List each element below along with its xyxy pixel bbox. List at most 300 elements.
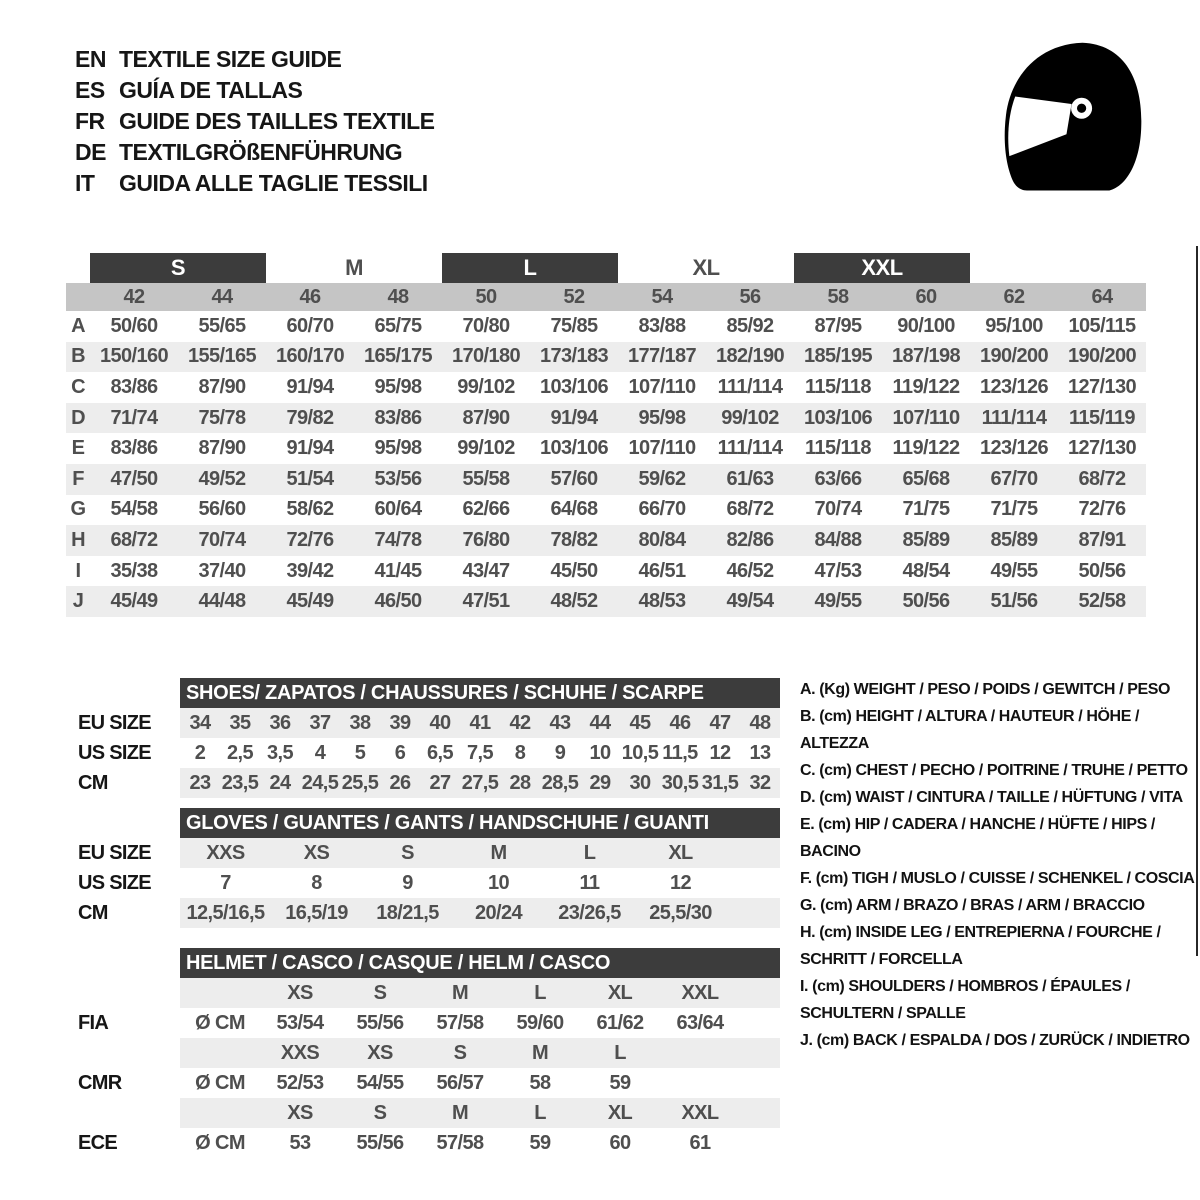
size-value: 7 [220, 871, 231, 894]
size-value: 90/100 [897, 314, 955, 337]
size-value: 123/126 [979, 437, 1049, 460]
language-row [75, 168, 435, 199]
size-value: 29 [589, 771, 611, 794]
size-value: 83/86 [110, 437, 158, 460]
unit-cell: Ø CM [195, 1011, 245, 1034]
size-value: 185/195 [803, 345, 873, 368]
size-value: 187/198 [891, 345, 961, 368]
size-value: 68/72 [110, 528, 158, 551]
size-value: 34 [189, 711, 211, 734]
size-value: 99/102 [457, 375, 515, 398]
size-number: 50 [475, 285, 497, 308]
size-value: 47 [709, 711, 731, 734]
size-value: 24,5 [301, 771, 339, 794]
legend-item-h: H. (cm) INSIDE LEG / ENTREPIERNA / FOURCHE / SCHRITT / FORCELLA [800, 924, 1161, 968]
size-value: 41/45 [374, 559, 422, 582]
size-value: 70/74 [814, 498, 862, 521]
size-value: S [401, 841, 414, 864]
size-value: 103/106 [539, 437, 609, 460]
helmet-icon [985, 36, 1153, 204]
size-value: 72/76 [286, 528, 334, 551]
gloves-title-bar [180, 808, 780, 838]
language-code: FR [75, 108, 105, 134]
size-value: 59/60 [516, 1011, 564, 1034]
size-value: 87/90 [462, 406, 510, 429]
size-number: 42 [123, 285, 145, 308]
size-value: 56/60 [198, 498, 246, 521]
size-value: 83/86 [110, 375, 158, 398]
size-value: 37/40 [198, 559, 246, 582]
size-value: 80/84 [638, 528, 686, 551]
size-value: 7,5 [466, 741, 493, 764]
size-value: 11 [579, 871, 600, 894]
helmet-sizes-row-ece [180, 1098, 780, 1128]
size-value: 103/106 [803, 406, 873, 429]
size-value: 10 [487, 871, 510, 894]
helmet-sizes-row-cmr [180, 1038, 780, 1068]
side-label-us-size: US SIZE [78, 741, 151, 764]
helmet-size: XL [607, 1101, 633, 1124]
measurement-row-I [66, 556, 1146, 587]
size-value: 87/90 [198, 437, 246, 460]
size-value: L [583, 841, 596, 864]
legend-item-f: F. (cm) TIGH / MUSLO / CUISSE / SCHENKEL / COSCIA [800, 870, 1195, 887]
size-value: 40 [429, 711, 451, 734]
size-value: 6 [394, 741, 406, 764]
size-value: 43 [549, 711, 571, 734]
size-value: 25,5/30 [649, 901, 712, 924]
size-value: 47/53 [814, 559, 862, 582]
size-value: 58 [529, 1071, 551, 1094]
size-number: 60 [915, 285, 937, 308]
size-value: XS [303, 841, 330, 864]
size-value: 44/48 [198, 590, 246, 613]
size-value: 65/75 [374, 314, 422, 337]
shoes-row-cm [180, 768, 780, 798]
size-value: 123/126 [979, 375, 1049, 398]
size-value: 62/66 [462, 498, 510, 521]
size-value: 18/21,5 [376, 901, 439, 924]
size-value: 12 [709, 741, 731, 764]
helmet-rows [180, 978, 780, 1158]
size-value: 55/56 [356, 1011, 404, 1034]
helmet-size: XXL [681, 1101, 719, 1124]
size-value: 67/70 [990, 467, 1038, 490]
shoes-row-us-size [180, 738, 780, 768]
size-value: 51/54 [286, 467, 334, 490]
measurement-row-C [66, 372, 1146, 403]
size-value: 60 [609, 1131, 631, 1154]
size-value: 63/64 [676, 1011, 724, 1034]
size-value: 10,5 [621, 741, 659, 764]
size-number: 56 [739, 285, 761, 308]
language-row [75, 137, 435, 168]
helmet-size: XS [367, 1041, 393, 1064]
size-number: 62 [1003, 285, 1025, 308]
language-label: TEXTILGRÖßENFÜHRUNG [119, 139, 403, 165]
legend-item-j: J. (cm) BACK / ESPALDA / DOS / ZURÜCK / INDIETRO [800, 1032, 1190, 1049]
size-value: 45/49 [110, 590, 158, 613]
size-group-S: S [90, 253, 266, 283]
language-list [75, 44, 435, 199]
size-value: 127/130 [1067, 375, 1137, 398]
size-value: 95/98 [374, 375, 422, 398]
size-value: 165/175 [363, 345, 433, 368]
row-label: B [71, 345, 85, 368]
measurement-row-H [66, 525, 1146, 556]
size-value: 79/82 [286, 406, 334, 429]
helmet-values-row-cmr [180, 1068, 780, 1098]
spacer-cell [180, 1098, 260, 1128]
size-value: 48/53 [638, 590, 686, 613]
size-value: 87/91 [1078, 528, 1126, 551]
size-value: 46/51 [638, 559, 686, 582]
legend-item-g: G. (cm) ARM / BRAZO / BRAS / ARM / BRACCIO [800, 897, 1145, 914]
side-label-cmr: CMR [78, 1071, 122, 1094]
helmet-size: XL [607, 981, 633, 1004]
size-value: 61/62 [596, 1011, 644, 1034]
row-label: F [72, 467, 84, 490]
language-code: IT [75, 170, 95, 196]
size-value: 74/78 [374, 528, 422, 551]
size-value: 12 [669, 871, 692, 894]
language-row [75, 106, 435, 137]
size-value: 60/64 [374, 498, 422, 521]
size-value: 13 [749, 741, 771, 764]
size-value: 68/72 [1078, 467, 1126, 490]
size-value: 57/60 [550, 467, 598, 490]
size-value: 46 [669, 711, 691, 734]
gloves-row-eu-size [180, 838, 780, 868]
size-value: 95/98 [638, 406, 686, 429]
size-value: 83/88 [638, 314, 686, 337]
size-value: 177/187 [627, 345, 697, 368]
size-value: 82/86 [726, 528, 774, 551]
spacer-cell [180, 1038, 260, 1068]
shoes-row-eu-size [180, 708, 780, 738]
size-value: 127/130 [1067, 437, 1137, 460]
size-value: 57/58 [436, 1131, 484, 1154]
size-value: XXS [206, 841, 245, 864]
size-value: 103/106 [539, 375, 609, 398]
size-value: 91/94 [286, 437, 334, 460]
shoes-title: SHOES/ ZAPATOS / CHAUSSURES / SCHUHE / SCARPE [186, 681, 704, 704]
legend-item-d: D. (cm) WAIST / CINTURA / TAILLE / HÜFTUNG / VITA [800, 789, 1183, 806]
size-value: 190/200 [1067, 345, 1137, 368]
size-value: 58/62 [286, 498, 334, 521]
helmet-size: XXL [681, 981, 719, 1004]
helmet-size: XXS [280, 1041, 320, 1064]
size-value: 50/60 [110, 314, 158, 337]
size-value: 25,5 [341, 771, 379, 794]
size-group-XL: XL [692, 255, 720, 280]
size-value: 173/183 [539, 345, 609, 368]
size-value: 150/160 [99, 345, 169, 368]
language-row [75, 75, 435, 106]
size-value: 107/110 [628, 437, 696, 460]
size-value: 35 [229, 711, 251, 734]
textile-size-table [66, 253, 1146, 617]
side-label-eu-size: EU SIZE [78, 711, 151, 734]
size-value: 48/54 [902, 559, 950, 582]
helmet-size: XS [287, 1101, 313, 1124]
size-value: 2 [194, 741, 206, 764]
size-value: 65/68 [902, 467, 950, 490]
row-label: C [71, 375, 85, 398]
helmet-values-row-fia [180, 1008, 780, 1038]
size-value: 46/50 [374, 590, 422, 613]
size-value: 59 [529, 1131, 551, 1154]
size-value: 16,5/19 [285, 901, 348, 924]
size-value: 70/74 [198, 528, 246, 551]
size-value: 75/78 [198, 406, 246, 429]
size-value: 170/180 [451, 345, 521, 368]
size-group-M: M [345, 255, 363, 280]
size-value: 99/102 [721, 406, 779, 429]
language-row [75, 44, 435, 75]
helmet-size: S [373, 1101, 387, 1124]
side-label-us-size: US SIZE [78, 871, 151, 894]
size-value: 31,5 [701, 771, 739, 794]
size-value: 85/92 [726, 314, 774, 337]
gloves-row-us-size [180, 868, 780, 898]
size-number: 58 [827, 285, 849, 308]
language-label: GUIDA ALLE TAGLIE TESSILI [119, 170, 428, 196]
size-value: 59 [609, 1071, 631, 1094]
band-spacer [66, 283, 90, 311]
row-label: I [75, 559, 81, 582]
helmet-size: L [534, 981, 546, 1004]
helmet-size: S [373, 981, 387, 1004]
size-value: 59/62 [638, 467, 686, 490]
size-value: 38 [349, 711, 371, 734]
unit-cell: Ø CM [195, 1131, 245, 1154]
measurement-row-B [66, 342, 1146, 373]
gloves-title: GLOVES / GUANTES / GANTS / HANDSCHUHE / GUANTI [186, 811, 709, 834]
size-number: 46 [299, 285, 321, 308]
size-value: 4 [314, 741, 326, 764]
size-value: 72/76 [1078, 498, 1126, 521]
size-value: 64/68 [550, 498, 598, 521]
size-value: 111/114 [717, 437, 783, 460]
size-value: 23 [189, 771, 211, 794]
legend-item-a: A. (Kg) WEIGHT / PESO / POIDS / GEWITCH / PESO [800, 681, 1171, 698]
size-value: 49/54 [726, 590, 774, 613]
size-number: 54 [651, 285, 673, 308]
size-value: 53/56 [374, 467, 422, 490]
size-value: 35/38 [110, 559, 158, 582]
size-value: 30,5 [661, 771, 699, 794]
size-value: 49/52 [198, 467, 246, 490]
size-value: 91/94 [550, 406, 598, 429]
size-value: 99/102 [457, 437, 515, 460]
size-value: 87/90 [198, 375, 246, 398]
size-number: 64 [1091, 285, 1113, 308]
size-value: 47/51 [462, 590, 510, 613]
shoes-rows [180, 708, 780, 798]
helmet-size: XS [287, 981, 313, 1004]
size-value: 26 [389, 771, 411, 794]
size-value: 39/42 [286, 559, 334, 582]
shoes-title-bar [180, 678, 780, 708]
size-value: 8 [311, 871, 322, 894]
size-value: 23/26,5 [558, 901, 621, 924]
size-value: 37 [309, 711, 331, 734]
spacer-cell [180, 978, 260, 1008]
size-value: 5 [354, 741, 366, 764]
size-value: 119/122 [892, 437, 960, 460]
helmet-size [660, 1038, 740, 1068]
helmet-table [78, 948, 780, 1158]
size-value: 107/110 [628, 375, 696, 398]
legend-item-i: I. (cm) SHOULDERS / HOMBROS / ÉPAULES / SCHULTERN / SPALLE [800, 978, 1130, 1022]
side-label-cm: CM [78, 901, 108, 924]
side-label-ece: ECE [78, 1131, 118, 1154]
size-value: 53 [289, 1131, 311, 1154]
size-value: 28 [509, 771, 531, 794]
size-value: 48/52 [550, 590, 598, 613]
size-value: 115/118 [805, 437, 871, 460]
size-value: 8 [514, 741, 526, 764]
size-value: 48 [749, 711, 771, 734]
size-value: 155/165 [187, 345, 257, 368]
size-value: 49/55 [814, 590, 862, 613]
size-value: 160/170 [275, 345, 345, 368]
helmet-size: M [451, 981, 469, 1004]
language-code: DE [75, 139, 106, 165]
row-label: J [72, 590, 84, 613]
row-label: E [71, 437, 85, 460]
size-value: 71/75 [990, 498, 1038, 521]
measurement-row-J [66, 586, 1146, 617]
size-value: 61 [689, 1131, 711, 1154]
size-value: 47/50 [110, 467, 158, 490]
size-number: 44 [211, 285, 233, 308]
helmet-size: L [534, 1101, 546, 1124]
size-value: 55/65 [198, 314, 246, 337]
size-value: 95/100 [985, 314, 1043, 337]
size-value: 9 [402, 871, 413, 894]
helmet-values-row-ece [180, 1128, 780, 1158]
legend-item-c: C. (cm) CHEST / PECHO / POITRINE / TRUHE / PETTO [800, 762, 1188, 779]
size-value: 55/58 [462, 467, 510, 490]
size-value: 49/55 [990, 559, 1038, 582]
size-value: 51/56 [990, 590, 1038, 613]
side-label-cm: CM [78, 771, 108, 794]
size-value: 75/85 [550, 314, 598, 337]
size-value: 190/200 [979, 345, 1049, 368]
helmet-title-bar [180, 948, 780, 978]
unit-cell: Ø CM [195, 1071, 245, 1094]
language-label: TEXTILE SIZE GUIDE [119, 46, 342, 72]
size-value: 45 [629, 711, 651, 734]
helmet-size: M [451, 1101, 469, 1124]
helmet-size: L [614, 1041, 626, 1064]
measurement-rows [66, 311, 1146, 617]
size-value: 50/56 [902, 590, 950, 613]
size-value: 30 [629, 771, 651, 794]
size-value: 182/190 [715, 345, 785, 368]
language-code: EN [75, 46, 106, 72]
size-value: 20/24 [474, 901, 523, 924]
measurement-row-F [66, 464, 1146, 495]
size-value: 50/56 [1078, 559, 1126, 582]
size-value: 66/70 [638, 498, 686, 521]
size-value: 53/54 [276, 1011, 324, 1034]
size-value: 27 [429, 771, 451, 794]
side-label-eu-size: EU SIZE [78, 841, 151, 864]
size-value: 24 [269, 771, 291, 794]
size-value: 23,5 [221, 771, 259, 794]
size-value [660, 1068, 740, 1098]
size-value: 2,5 [226, 741, 253, 764]
size-value: 41 [469, 711, 491, 734]
size-value: 55/56 [356, 1131, 404, 1154]
size-value: 83/86 [374, 406, 422, 429]
size-value: 28,5 [541, 771, 579, 794]
row-label: G [70, 498, 86, 521]
size-value: 115/118 [805, 375, 871, 398]
gloves-row-cm [180, 898, 780, 928]
scan-edge-line [1196, 246, 1198, 956]
size-value: 52/53 [276, 1071, 324, 1094]
size-value: 76/80 [462, 528, 510, 551]
size-value: 3,5 [266, 741, 293, 764]
size-value: 45/50 [550, 559, 598, 582]
measurement-row-G [66, 495, 1146, 526]
legend-item-b: B. (cm) HEIGHT / ALTURA / HAUTEUR / HÖHE / ALTEZZA [800, 708, 1140, 752]
size-value: 111/114 [981, 406, 1047, 429]
size-value: 85/89 [990, 528, 1038, 551]
size-value: 61/63 [726, 467, 774, 490]
helmet-title: HELMET / CASCO / CASQUE / HELM / CASCO [186, 951, 611, 974]
size-value: 91/94 [286, 375, 334, 398]
size-value: 9 [554, 741, 566, 764]
size-value: 71/75 [902, 498, 950, 521]
size-value: 57/58 [436, 1011, 484, 1034]
size-value: 44 [589, 711, 611, 734]
size-value: 84/88 [814, 528, 862, 551]
size-value: 119/122 [892, 375, 960, 398]
row-label: D [71, 406, 85, 429]
language-code: ES [75, 77, 105, 103]
size-group-row [66, 253, 1146, 283]
size-value: 78/82 [550, 528, 598, 551]
size-value: 105/115 [1068, 314, 1136, 337]
legend-item-e: E. (cm) HIP / CADERA / HANCHE / HÜFTE / HIPS / BACINO [800, 816, 1155, 860]
side-label-fia: FIA [78, 1011, 109, 1034]
size-value: 45/49 [286, 590, 334, 613]
size-group-L: L [442, 253, 618, 283]
size-value: 107/110 [892, 406, 960, 429]
language-label: GUIDE DES TAILLES TEXTILE [119, 108, 435, 134]
size-number-band [66, 283, 1146, 311]
size-value: 6,5 [426, 741, 453, 764]
measurement-row-E [66, 433, 1146, 464]
size-value: 43/47 [462, 559, 510, 582]
size-value: 111/114 [717, 375, 783, 398]
measurement-legend [800, 676, 1196, 1054]
size-value: 11,5 [662, 741, 698, 764]
gloves-rows [180, 838, 780, 928]
size-value: 56/57 [436, 1071, 484, 1094]
size-value: 68/72 [726, 498, 774, 521]
size-value: 39 [389, 711, 411, 734]
shoes-table [78, 678, 780, 798]
size-value: 27,5 [461, 771, 499, 794]
size-value: 52/58 [1078, 590, 1126, 613]
size-value: M [490, 841, 507, 864]
